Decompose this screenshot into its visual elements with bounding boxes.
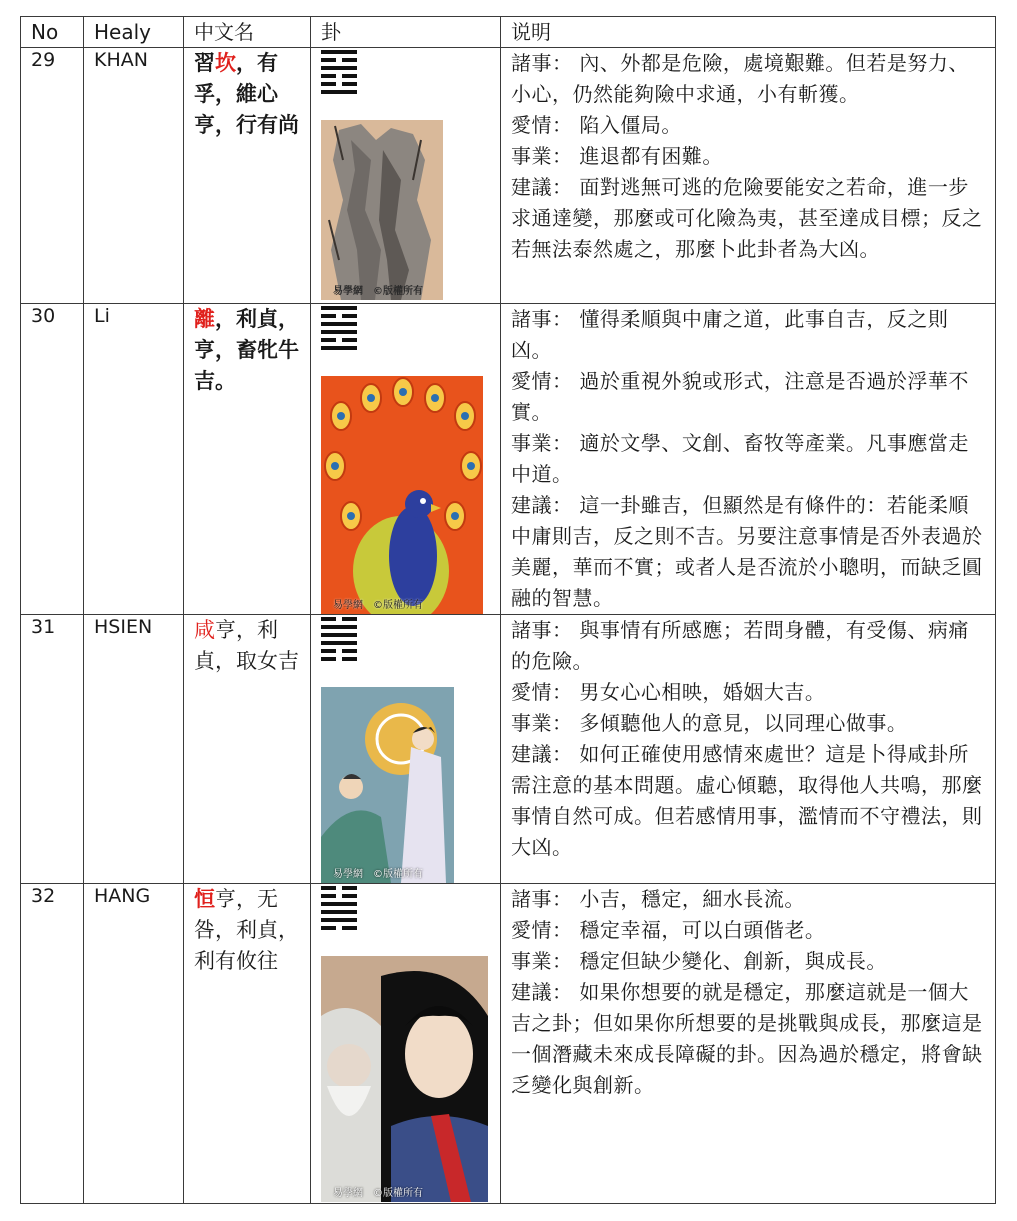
yang-line [321, 346, 357, 350]
yin-line [321, 926, 336, 930]
name-rest: 亨，利貞，取女吉 [194, 618, 299, 673]
desc-love: 愛情： 陷入僵局。 [511, 113, 682, 137]
yin-line [342, 649, 357, 653]
peacock-illustration [321, 376, 483, 614]
yin-line [342, 338, 357, 342]
yang-line [321, 306, 357, 310]
desc-advice: 建議： 這一卦雖吉，但顯然是有條件的：若能柔順中庸則吉，反之則不吉。另要注意事情是否外表過於美麗，華而不實；或者人是否流於小聰明，而缺乏圓融的智慧。 [511, 493, 983, 610]
hexagram-card-image [321, 956, 488, 1202]
yang-line [321, 625, 357, 629]
hexagram-character: 離 [194, 307, 215, 331]
desc-career: 事業： 適於文學、文創、畜牧等產業。凡事應當走中道。 [511, 431, 969, 486]
row-number: 32 [21, 884, 84, 1204]
yang-line [321, 641, 357, 645]
hexagram-lines-icon [321, 48, 361, 96]
name-rest: 亨，无咎，利貞，利有攸往 [194, 887, 299, 973]
row-number: 29 [21, 48, 84, 304]
header-healy: Healy [84, 17, 184, 48]
name-rest: ，有孚，維心亨，行有尚 [194, 51, 299, 137]
hexagram-cell [311, 615, 501, 884]
desc-advice: 建議： 面對逃無可逃的危險要能安之若命，進一步求通達變，那麼或可化險為夷，甚至達成目標；反之若無法泰然處之，那麼卜此卦者為大凶。 [511, 175, 983, 261]
yin-line [342, 886, 357, 890]
card-caption: 易學網 ©版權所有 [333, 286, 423, 297]
description-cell [501, 615, 996, 884]
header-no: No [21, 17, 84, 48]
hexagram-card-image [321, 687, 454, 883]
desc-love: 愛情： 穩定幸福，可以白頭偕老。 [511, 918, 826, 942]
card-caption: 易學網 ©版權所有 [333, 1188, 423, 1199]
header-hexagram: 卦 [311, 17, 501, 48]
card-caption: 易學網 ©版權所有 [333, 600, 423, 611]
yin-line [342, 926, 357, 930]
desc-advice: 建議： 如果你想要的就是穩定，那麼這就是一個大吉之卦；但如果你所想要的是挑戰與成長，那麼這是一個潛藏未來成長障礙的卦。因為過於穩定，將會缺乏變化與創新。 [511, 980, 983, 1097]
yin-line [342, 82, 357, 86]
desc-general: 諸事： 懂得柔順與中庸之道，此事自吉，反之則凶。 [511, 307, 949, 362]
row-healy-name: Li [84, 304, 184, 615]
yin-line [321, 58, 336, 62]
card-caption: 易學網 ©版權所有 [333, 869, 423, 880]
row-healy-name: HANG [84, 884, 184, 1204]
yang-line [321, 322, 357, 326]
header-chinese-name: 中文名 [184, 17, 311, 48]
hexagram-table [20, 16, 996, 1204]
waterfall-illustration [321, 120, 443, 300]
yin-line [321, 657, 336, 661]
desc-love: 愛情： 過於重視外貌或形式，注意是否過於浮華不實。 [511, 369, 969, 424]
hexagram-character: 咸 [194, 618, 215, 642]
row-chinese-name [184, 615, 311, 884]
row-chinese-name [184, 884, 311, 1204]
yin-line [342, 58, 357, 62]
desc-career: 事業： 多傾聽他人的意見，以同理心做事。 [511, 711, 908, 735]
yin-line [321, 338, 336, 342]
header-row [21, 17, 996, 48]
desc-general: 諸事： 內、外都是危險，處境艱難。但若是努力、小心，仍然能夠險中求通，小有斬獲。 [511, 51, 969, 106]
hexagram-cell [311, 884, 501, 1204]
table-row [21, 884, 996, 1204]
elder-and-woman-illustration [321, 956, 488, 1202]
hexagram-lines-icon [321, 884, 361, 932]
name-prefix: 習 [194, 51, 215, 75]
hexagram-cell [311, 304, 501, 615]
description-cell [501, 884, 996, 1204]
yin-line [342, 894, 357, 898]
yang-line [321, 633, 357, 637]
yin-line [321, 894, 336, 898]
header-description: 说明 [501, 17, 996, 48]
yin-line [321, 649, 336, 653]
yang-line [321, 90, 357, 94]
yin-line [321, 314, 336, 318]
desc-general: 諸事： 小吉，穩定，細水長流。 [511, 887, 805, 911]
row-healy-name: KHAN [84, 48, 184, 304]
yang-line [321, 918, 357, 922]
name-rest: ，利貞，亨，畜牝牛吉。 [194, 307, 299, 393]
yin-line [321, 82, 336, 86]
desc-career: 事業： 進退都有困難。 [511, 144, 723, 168]
yin-line [342, 617, 357, 621]
table-row [21, 48, 996, 304]
yang-line [321, 50, 357, 54]
desc-career: 事業： 穩定但缺少變化、創新，與成長。 [511, 949, 887, 973]
row-chinese-name [184, 48, 311, 304]
row-healy-name: HSIEN [84, 615, 184, 884]
yin-line [342, 314, 357, 318]
yin-line [321, 617, 336, 621]
yang-line [321, 330, 357, 334]
table-row [21, 615, 996, 884]
hexagram-character: 坎 [215, 51, 236, 75]
row-number: 31 [21, 615, 84, 884]
hexagram-lines-icon [321, 304, 361, 352]
hexagram-card-image [321, 120, 443, 300]
yin-line [342, 657, 357, 661]
hexagram-cell [311, 48, 501, 304]
hexagram-character: 恒 [194, 887, 215, 911]
yin-line [342, 74, 357, 78]
description-cell [501, 304, 996, 615]
yang-line [321, 902, 357, 906]
desc-love: 愛情： 男女心心相映，婚姻大吉。 [511, 680, 826, 704]
desc-general: 諸事： 與事情有所感應；若問身體，有受傷、病痛的危險。 [511, 618, 969, 673]
couple-illustration [321, 687, 454, 883]
yang-line [321, 66, 357, 70]
row-number: 30 [21, 304, 84, 615]
desc-advice: 建議： 如何正確使用感情來處世？這是卜得咸卦所需注意的基本問題。虛心傾聽，取得他人共鳴，那麼事情自然可成。但若感情用事，濫情而不守禮法，則大凶。 [511, 742, 983, 859]
yin-line [321, 886, 336, 890]
hexagram-lines-icon [321, 615, 361, 663]
row-chinese-name [184, 304, 311, 615]
yang-line [321, 910, 357, 914]
yin-line [321, 74, 336, 78]
description-cell [501, 48, 996, 304]
table-row [21, 304, 996, 615]
hexagram-card-image [321, 376, 483, 614]
